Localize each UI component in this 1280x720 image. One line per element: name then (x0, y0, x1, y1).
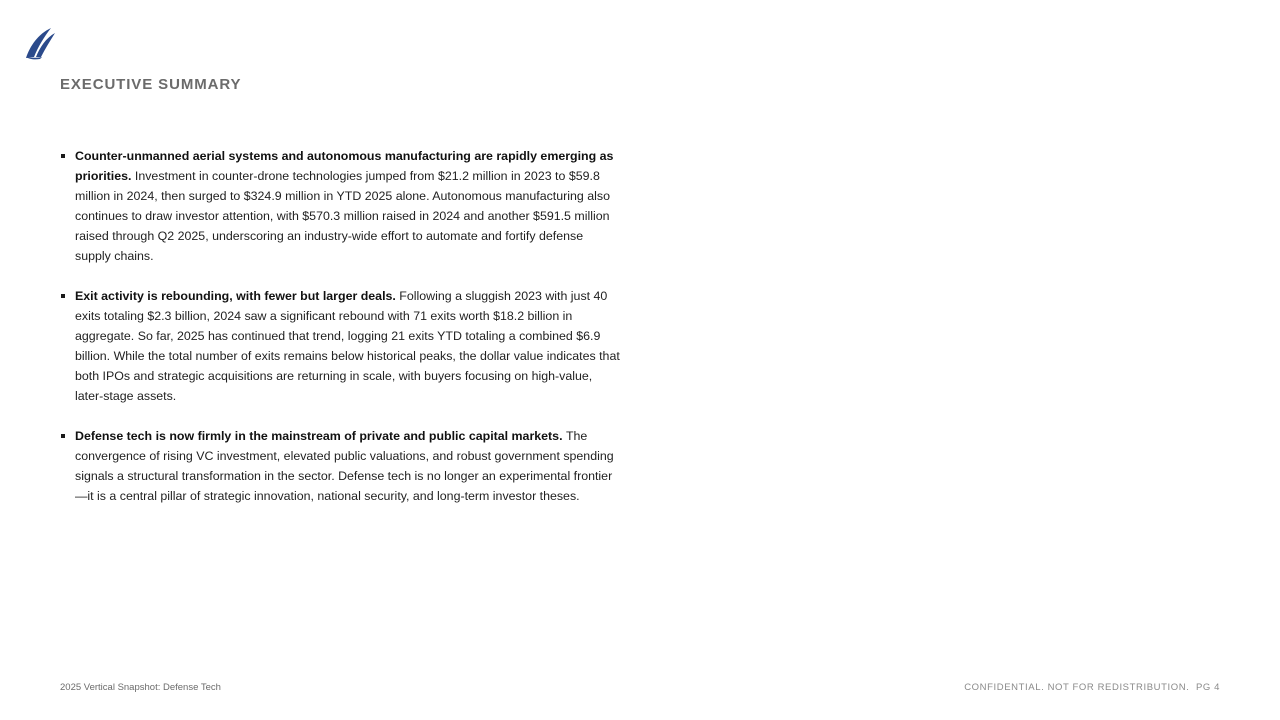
square-bullet-icon (61, 294, 65, 298)
section-title: EXECUTIVE SUMMARY (60, 76, 242, 93)
bullet-lead: Counter-unmanned aerial systems and autonomous manufacturing are rapidly emerging as priorities. (75, 149, 614, 183)
summary-bullet (60, 426, 620, 506)
bullet-body: Following a sluggish 2023 with just 40 exits totaling $2.3 billion, 2024 saw a significant rebound with 71 exits worth $18.2 billion in aggregate. So far, 2025 has continued that trend, logging 21 exits YTD totaling a combined $6.9 billion. While the total number of exits remains below historical peaks, the dollar value indicates that both IPOs and strategic acquisitions are returning in scale, with buyers focusing on high-value, later-stage assets. (75, 289, 620, 403)
square-bullet-icon (61, 434, 65, 438)
confidential-notice: CONFIDENTIAL. NOT FOR REDISTRIBUTION. (964, 682, 1190, 693)
footer-report-name: 2025 Vertical Snapshot: Defense Tech (60, 682, 221, 693)
summary-bullet (60, 146, 620, 266)
square-bullet-icon (61, 154, 65, 158)
bullet-body: The convergence of rising VC investment, elevated public valuations, and robust government spending signals a structural transformation in the sector. Defense tech is no longer an experimental frontier—it is a central pillar of strategic innovation, national security, and long-term investor theses. (75, 429, 614, 503)
sail-logo-icon (24, 26, 58, 60)
page-number: PG 4 (1195, 682, 1220, 693)
summary-bullet-list (60, 146, 620, 526)
summary-bullet (60, 286, 620, 406)
bullet-lead: Defense tech is now firmly in the mainstream of private and public capital markets. (75, 429, 566, 443)
footer-confidential (964, 682, 1220, 693)
bullet-body: Investment in counter-drone technologies jumped from $21.2 million in 2023 to $59.8 million in 2024, then surged to $324.9 million in YTD 2025 alone. Autonomous manufacturing also continues to draw investor attention, with $570.3 million raised in 2024 and another $591.5 million raised through Q2 2025, underscoring an industry-wide effort to automate and fortify defense supply chains. (75, 169, 610, 263)
bullet-lead: Exit activity is rebounding, with fewer but larger deals. (75, 289, 400, 303)
